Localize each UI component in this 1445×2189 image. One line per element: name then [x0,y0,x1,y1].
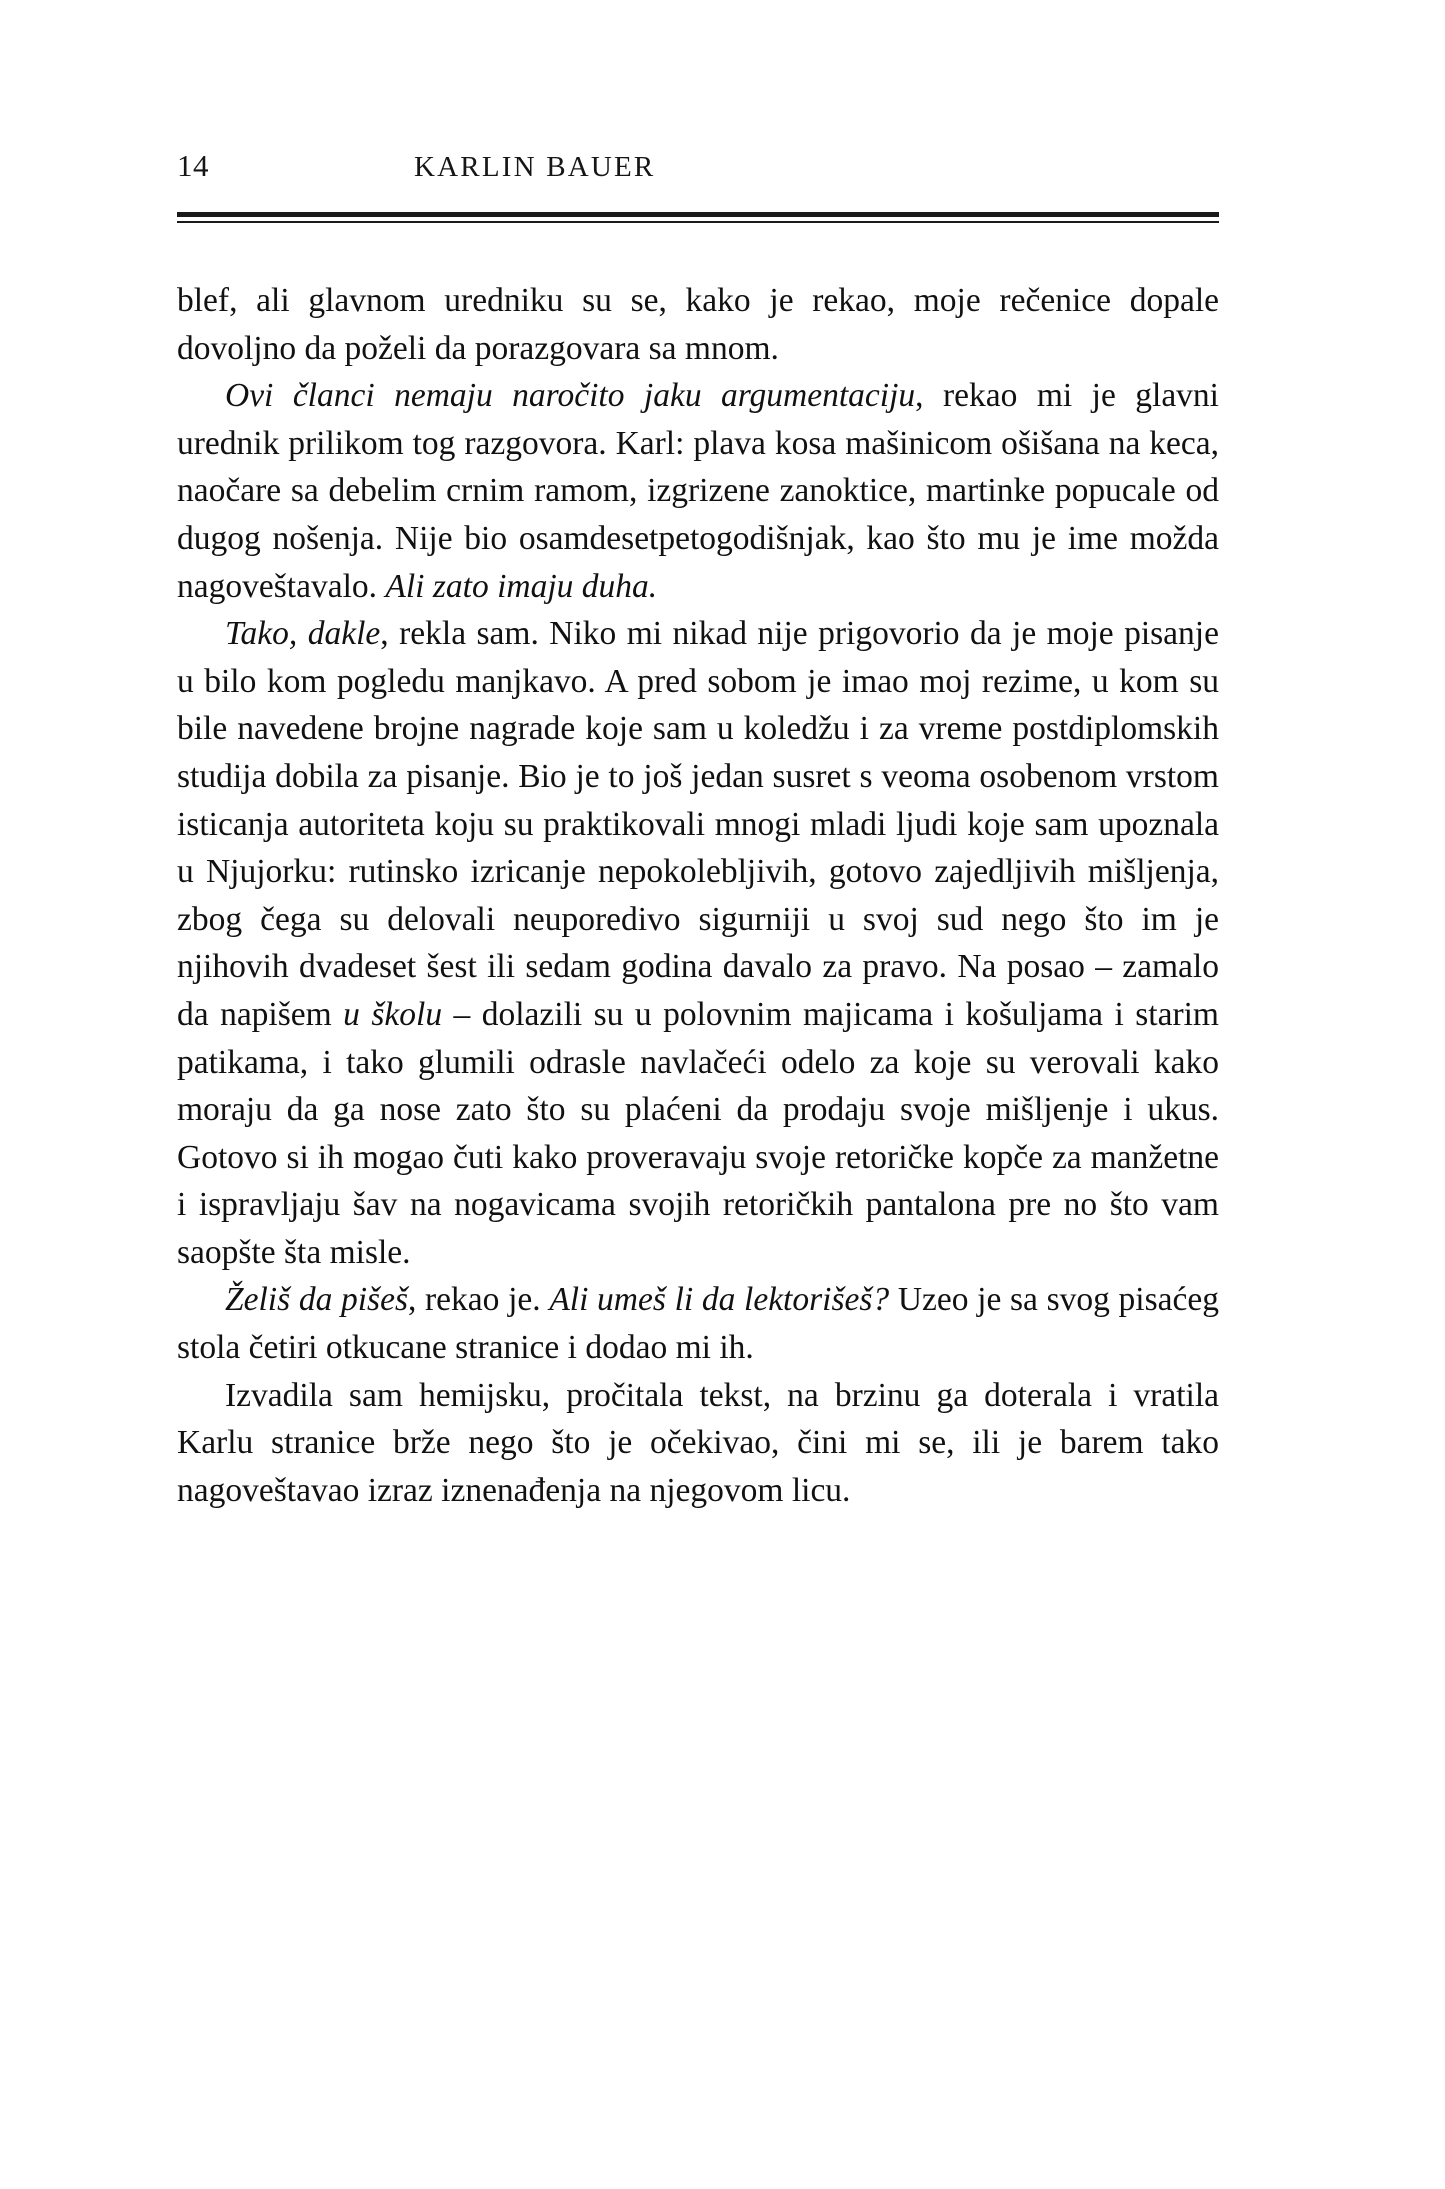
italic-run: Ali umeš li da lektorišeš? [549,1281,890,1319]
paragraph [177,1372,1219,1515]
text-run: blef, ali glavnom uredniku su se, kako je rekao, moje rečenice dopale dovoljno da poželi da porazgovara sa mnom. [177,282,1219,367]
text-run: , rekla sam. Niko mi nikad nije prigovorio da je moje pisanje u bilo kom pogledu manjkavo. A pred sobom je imao moj rezime, u kom su bile navedene brojne nagrade koje sam u koledžu i za vreme postdiplomskih studija dobila za pisanje. Bio je to još jedan susret s veoma osobenom vrstom isticanja autoriteta koju su praktikovali mnogi mladi ljudi koje sam upoznala u Njujorku: rutinsko izricanje nepokolebljivih, gotovo zajedljivih mišljenja, zbog čega su delovali neuporedivo sigurniji u svoj sud nego što im je njihovih dvadeset šest ili sedam godina davalo za pravo. Na posao – zamalo da napišem [177,615,1219,1033]
running-head-title: KARLIN BAUER [414,151,656,183]
italic-run: Ovi članci nemaju naročito jaku argumentaciju [225,377,916,415]
header-double-rule [177,212,1219,223]
page-number: 14 [177,148,209,183]
italic-run: Tako, dakle [225,615,381,653]
text-run: Uzeo je sa svog pisaćeg stola četiri otkucane stranice i dodao mi ih. [177,1281,1219,1367]
paragraph [177,1276,1219,1371]
paragraph [177,277,1219,372]
paragraph [177,372,1219,610]
text-run: , rekao je. [407,1281,550,1319]
text-run: Izvadila sam hemijsku, pročitala tekst, na brzinu ga doterala i vratila Karlu stranice brže nego što je očekivao, čini mi se, ili je barem tako nagoveštavao izraz iznenađenja na njegovom licu. [177,1376,1219,1509]
text-run: – dolazili su u polovnim majicama i košuljama i starim patikama, i tako glumili odrasle navlačeći odelo za koje su verovali kako moraju da ga nose zato što su plaćeni da prodaju svoje mišljenje i ukus. Gotovo si ih mogao čuti kako proveravaju svoje retoričke kopče za manžetne i ispravljaju šav na nogavicama svojih retoričkih pantalona pre no što vam saopšte šta misle. [177,995,1219,1271]
running-head [177,150,1219,182]
rule-thin [177,221,1219,223]
italic-run: Ali zato imaju duha. [385,567,658,605]
italic-run: u školu [343,995,443,1033]
body-text [177,277,1219,1514]
italic-run: Želiš da pišeš [225,1281,408,1319]
paragraph [177,610,1219,1276]
text-run: , rekao mi je glavni urednik prilikom tog razgovora. Karl: plava kosa mašinicom ošišana na keca, naočare sa debelim crnim ramom, izgrizene zanoktice, martinke popucale od dugog nošenja. Nije bio osamdesetpetogodišnjak, kao što mu je ime možda nagoveštavalo. [177,377,1219,605]
